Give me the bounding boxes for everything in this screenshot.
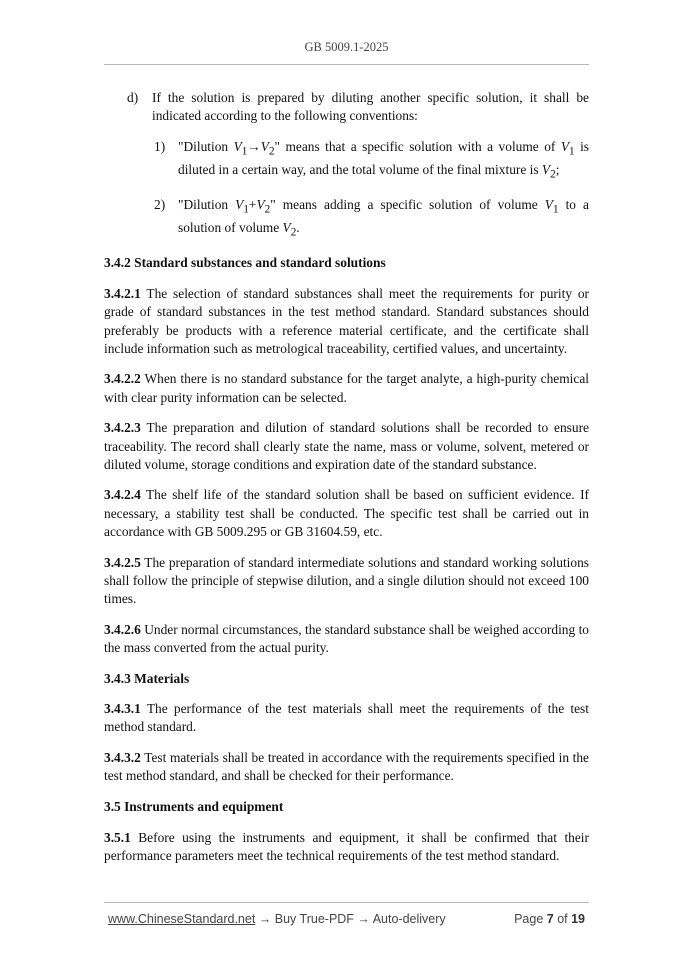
subscript: 2 [290,226,297,239]
list-item-2 [104,196,589,242]
page-number: 7 [546,912,554,926]
list-text [178,138,589,184]
clause-3-4-3-1 [104,700,589,736]
variable: V [544,197,553,213]
clause-text: Test materials shall be treated in accordance with the requirements specified in the test method standard, and shall be checked for their performance. [104,750,589,784]
clause-text: Before using the instruments and equipment, it shall be confirmed that their performance parameters meet the technical requirements of the test method standard. [104,829,589,863]
clause-text: The performance of the test materials shall meet the requirements of the test method standard. [104,701,589,735]
clause-text: The selection of standard substances shall meet the requirements for purity or grade of standard substances in the test method standard. Standard substances should preferably be products with a reference material certificate, and the certificate shall include information such as metrological traceability, certified values, and uncertainty. [104,286,589,356]
clause-number: 3.5.1 [104,829,131,845]
page-word: Page [514,912,547,926]
list-text: If the solution is prepared by diluting another specific solution, it shall be indicated according to the following conventions: [152,90,589,124]
footer-divider [104,902,589,903]
subscript: 2 [268,145,275,158]
variable: V [235,197,244,213]
section-heading-3-5: 3.5 Instruments and equipment [104,799,284,815]
variable: V [282,220,291,236]
text-run: " means adding a specific solution of volume [270,197,545,213]
clause-number: 3.4.2.5 [104,554,141,570]
page-footer [108,912,585,926]
clause-3-4-3-2 [104,749,589,785]
section-heading-3-4-3: 3.4.3 Materials [104,670,190,686]
subscript: 1 [569,145,575,158]
header-divider [104,64,589,65]
clause-number: 3.4.2.3 [104,420,141,436]
text-run: ; [555,161,560,177]
clause-text: When there is no standard substance for the target analyte, a high-purity chemical with clear purity information can be selected. [104,371,589,405]
clause-number: 3.4.2.4 [104,487,141,503]
document-body [104,89,589,878]
subscript: 2 [264,203,271,216]
clause-3-4-2-5 [104,554,589,609]
page-indicator [514,912,585,926]
clause-number: 3.4.3.1 [104,701,141,717]
text-run: is diluted in a certain way, and the total volume of the final mixture is [178,138,590,177]
clause-number: 3.4.3.2 [104,750,141,766]
clause-number: 3.4.2.6 [104,621,141,637]
variable: V [560,138,570,154]
text-run: to a solution of volume [178,197,589,236]
subscript: 2 [550,168,556,181]
list-item-d [104,89,589,125]
clause-text: The shelf life of the standard solution shall be based on sufficient evidence. If necessary, a stability test shall be conducted. The specific test shall be carried out in accordance with GB 5009.295 or GB 31604.59, etc. [104,487,589,539]
plus-symbol: + [248,197,257,213]
clause-text: The preparation and dilution of standard solutions shall be recorded to ensure traceability. The record shall clearly state the name, mass or volume, solvent, metered or diluted volume, storage conditions and expiration date of the standard substance. [104,420,589,472]
text-run: "Dilution [178,138,234,154]
clause-3-4-2-3 [104,419,589,474]
section-heading-3-4-2: 3.4.2 Standard substances and standard solutions [104,255,386,271]
variable: V [233,138,242,154]
page-header: GB 5009.1-2025 [304,40,389,54]
clause-3-4-2-2 [104,370,589,406]
subscript: 1 [241,145,248,158]
variable: V [541,161,551,177]
list-item-1 [104,138,589,184]
list-label: 1) [154,138,166,154]
clause-text: The preparation of standard intermediate solutions and standard working solutions shall follow the principle of stepwise dilution, and a single dilution should not exceed 100 times. [104,554,589,606]
list-label: 2) [154,197,166,213]
variable: V [256,197,265,213]
variable: V [260,138,269,154]
clause-3-5-1 [104,829,589,865]
clause-3-4-2-4 [104,486,589,541]
clause-3-4-2-6 [104,621,589,657]
arrow-symbol: → [247,138,261,154]
subscript: 1 [552,203,559,216]
text-run: "Dilution [178,197,236,213]
clause-number: 3.4.2.2 [104,371,141,387]
page-total: 19 [571,912,585,926]
list-text [178,196,589,242]
footer-promo [108,912,446,926]
text-run: . [296,220,300,236]
list-label: d) [127,90,139,105]
clause-number: 3.4.2.1 [104,286,141,302]
website-link[interactable]: www.ChineseStandard.net [108,912,256,926]
clause-text: Under normal circumstances, the standard substance shall be weighed according to the mass converted from the actual purity. [104,621,589,655]
subscript: 1 [243,203,249,216]
of-word: of [553,912,572,926]
promo-text: → Buy True-PDF → Auto-delivery [255,912,446,926]
text-run: " means that a specific solution with a volume of [274,138,561,154]
clause-3-4-2-1 [104,285,589,358]
